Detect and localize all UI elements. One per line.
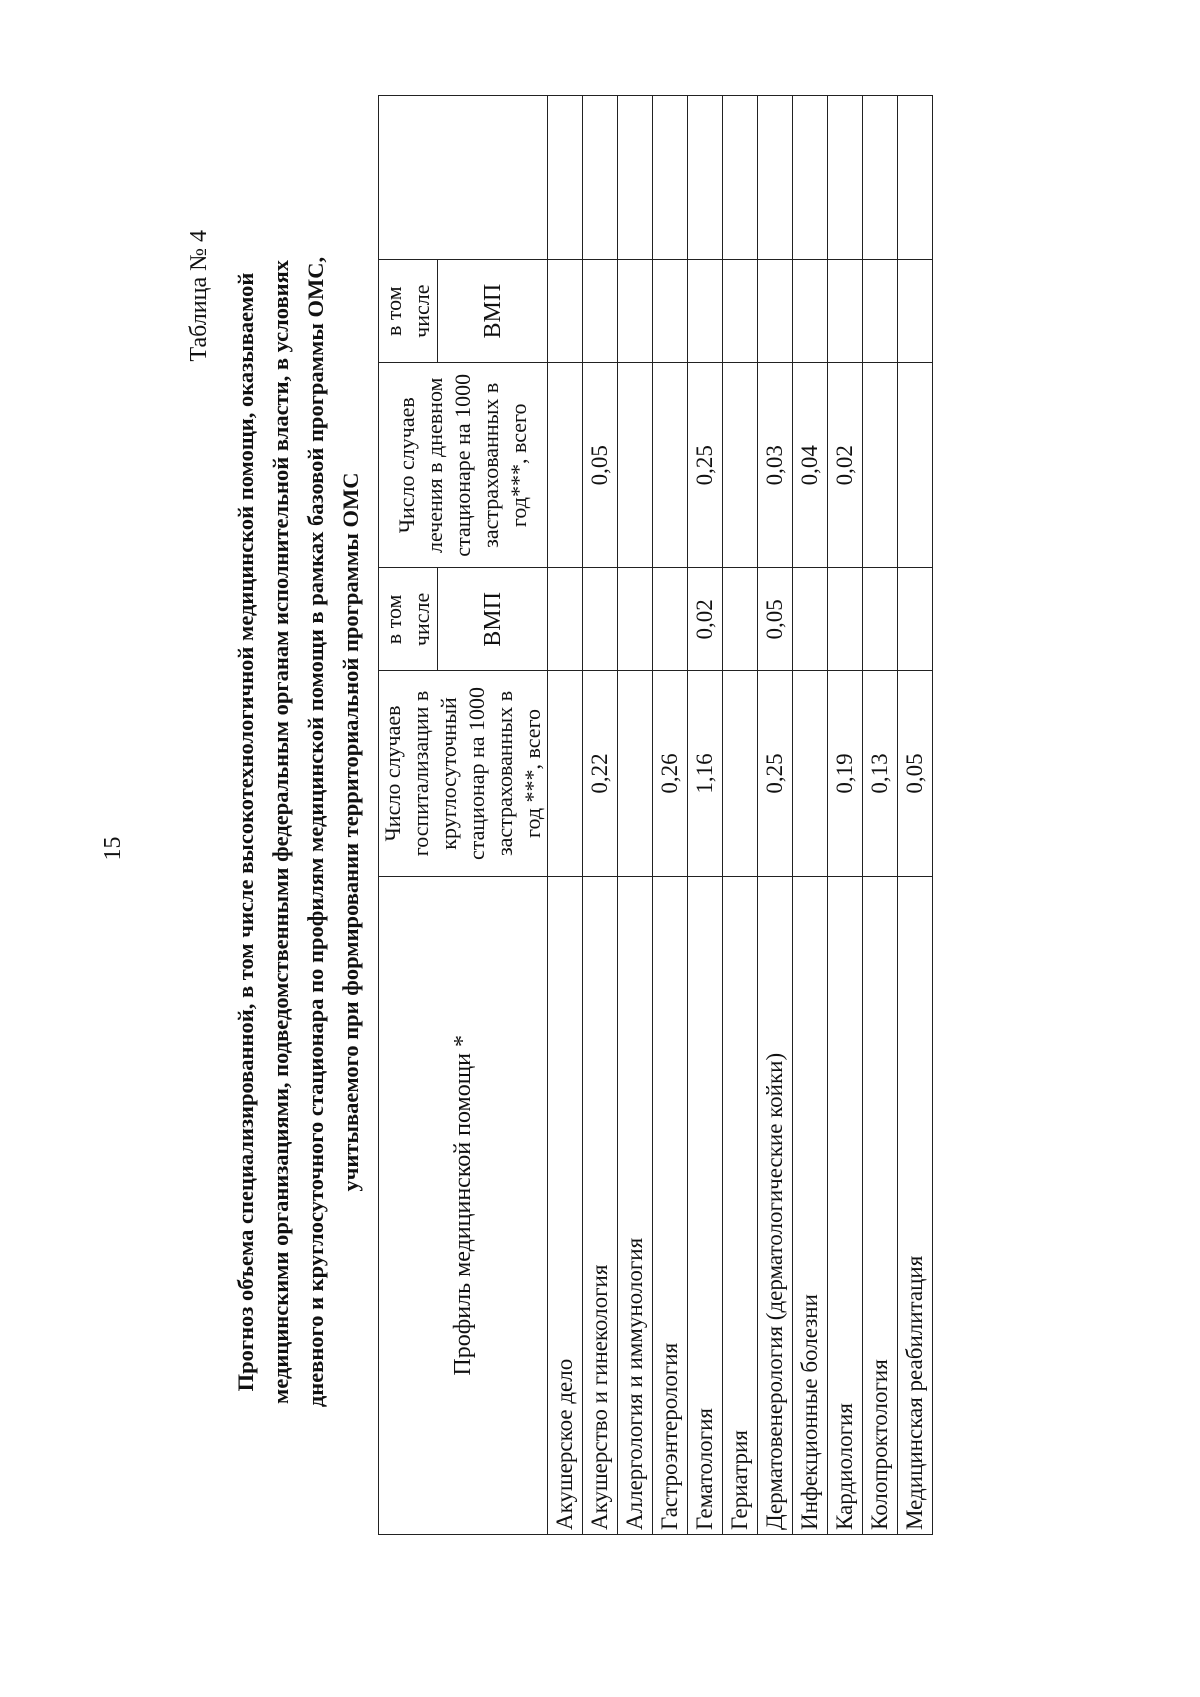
- cell-day-hospital-total: 0,25: [688, 363, 723, 568]
- title-line: медицинскими организациями, подведомственными федеральным органам исполнительной власти, в условиях: [268, 260, 293, 1404]
- page-number: 15: [100, 836, 126, 861]
- cell-day-hospital-vmp: [828, 260, 863, 363]
- cell-profile: Кардиология: [828, 876, 863, 1534]
- cell-round-the-clock-total: [548, 671, 583, 876]
- table-row: [898, 96, 933, 1535]
- cell-round-the-clock-total: 0,22: [583, 671, 618, 876]
- table-row: [863, 96, 898, 1535]
- cell-round-the-clock-total: 0,05: [898, 671, 933, 876]
- cell-day-hospital-total: [898, 363, 933, 568]
- cell-round-the-clock-vmp: [583, 568, 618, 671]
- table-row: [618, 96, 653, 1535]
- title-line: учитываемого при формировании территориальной программы ОМС: [338, 472, 363, 1192]
- volume-forecast-table: [378, 95, 933, 1535]
- cell-day-hospital-total: 0,03: [758, 363, 793, 568]
- title-line: Прогноз объема специализированной, в том числе высокотехнологичной медицинской помощи, оказываемой: [233, 272, 258, 1392]
- cell-blank: [723, 96, 758, 260]
- table-label: Таблица № 4: [186, 230, 212, 362]
- table-row: [548, 96, 583, 1535]
- title-line: дневного и круглосуточного стационара по профилям медицинской помощи в рамках базовой программы ОМС,: [303, 256, 328, 1408]
- table-row: [828, 96, 863, 1535]
- cell-round-the-clock-vmp: 0,05: [758, 568, 793, 671]
- table-row: [793, 96, 828, 1535]
- cell-profile: Гастроэнтерология: [653, 876, 688, 1534]
- cell-profile: Акушерство и гинекология: [583, 876, 618, 1534]
- cell-blank: [793, 96, 828, 260]
- table-row: [688, 96, 723, 1535]
- cell-profile: Акушерское дело: [548, 876, 583, 1534]
- header-vmp: ВМП: [438, 568, 548, 671]
- header-profile: Профиль медицинской помощи *: [379, 876, 548, 1534]
- cell-round-the-clock-vmp: [723, 568, 758, 671]
- header-round-the-clock-total: Число случаев госпитализации в круглосуточный стационар на 1000 застрахованных в год ***, всего: [379, 671, 548, 876]
- cell-profile: Аллергология и иммунология: [618, 876, 653, 1534]
- header-including: в том числе: [379, 568, 438, 671]
- header-vmp: ВМП: [438, 260, 548, 363]
- cell-day-hospital-vmp: [618, 260, 653, 363]
- cell-day-hospital-vmp: [863, 260, 898, 363]
- cell-round-the-clock-total: [793, 671, 828, 876]
- header-blank: [379, 96, 548, 260]
- cell-day-hospital-total: 0,05: [583, 363, 618, 568]
- cell-blank: [618, 96, 653, 260]
- cell-day-hospital-total: 0,04: [793, 363, 828, 568]
- cell-round-the-clock-vmp: [653, 568, 688, 671]
- cell-round-the-clock-vmp: [898, 568, 933, 671]
- table-row: [723, 96, 758, 1535]
- cell-day-hospital-vmp: [723, 260, 758, 363]
- table-row: [758, 96, 793, 1535]
- table-row: [583, 96, 618, 1535]
- cell-round-the-clock-total: 0,13: [863, 671, 898, 876]
- cell-round-the-clock-total: 0,26: [653, 671, 688, 876]
- cell-round-the-clock-vmp: [793, 568, 828, 671]
- cell-blank: [653, 96, 688, 260]
- cell-profile: Гематология: [688, 876, 723, 1534]
- header-including: в том числе: [379, 260, 438, 363]
- cell-day-hospital-vmp: [688, 260, 723, 363]
- cell-day-hospital-vmp: [583, 260, 618, 363]
- cell-day-hospital-vmp: [793, 260, 828, 363]
- cell-day-hospital-total: 0,02: [828, 363, 863, 568]
- document-title: [228, 117, 368, 1547]
- cell-day-hospital-vmp: [898, 260, 933, 363]
- cell-round-the-clock-vmp: [618, 568, 653, 671]
- cell-profile: Гериатрия: [723, 876, 758, 1534]
- cell-round-the-clock-vmp: 0,02: [688, 568, 723, 671]
- cell-day-hospital-vmp: [548, 260, 583, 363]
- cell-profile: Дерматовенерология (дерматологические койки): [758, 876, 793, 1534]
- table-row: [653, 96, 688, 1535]
- cell-day-hospital-total: [653, 363, 688, 568]
- cell-round-the-clock-total: [723, 671, 758, 876]
- cell-profile: Колопроктология: [863, 876, 898, 1534]
- cell-blank: [898, 96, 933, 260]
- cell-day-hospital-total: [863, 363, 898, 568]
- cell-day-hospital-vmp: [653, 260, 688, 363]
- cell-round-the-clock-total: 0,19: [828, 671, 863, 876]
- cell-day-hospital-total: [723, 363, 758, 568]
- cell-day-hospital-total: [548, 363, 583, 568]
- cell-profile: Медицинская реабилитация: [898, 876, 933, 1534]
- header-day-hospital-total: Число случаев лечения в дневном стационаре на 1000 застрахованных в год***, всего: [379, 363, 548, 568]
- cell-round-the-clock-vmp: [548, 568, 583, 671]
- cell-blank: [548, 96, 583, 260]
- cell-round-the-clock-vmp: [828, 568, 863, 671]
- table-body: [548, 96, 933, 1535]
- cell-day-hospital-vmp: [758, 260, 793, 363]
- cell-profile: Инфекционные болезни: [793, 876, 828, 1534]
- cell-round-the-clock-total: 0,25: [758, 671, 793, 876]
- cell-day-hospital-total: [618, 363, 653, 568]
- cell-blank: [863, 96, 898, 260]
- cell-blank: [688, 96, 723, 260]
- cell-round-the-clock-vmp: [863, 568, 898, 671]
- cell-blank: [583, 96, 618, 260]
- cell-round-the-clock-total: 1,16: [688, 671, 723, 876]
- cell-blank: [758, 96, 793, 260]
- cell-blank: [828, 96, 863, 260]
- cell-round-the-clock-total: [618, 671, 653, 876]
